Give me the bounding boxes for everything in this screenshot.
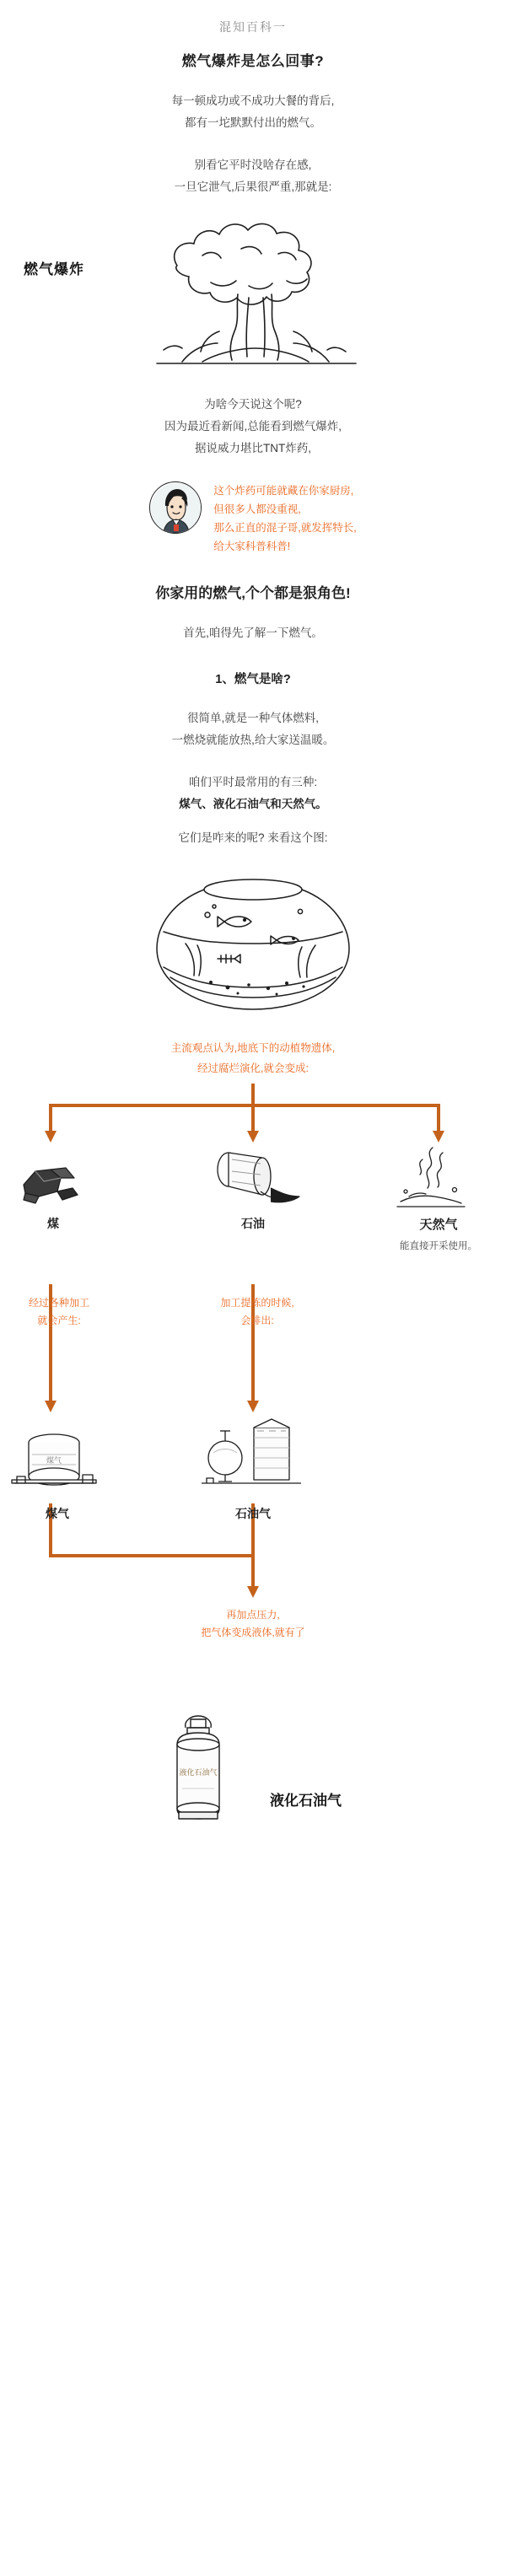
oil-gas-plant-icon	[198, 1414, 304, 1502]
page-title: 燃气爆炸是怎么回事?	[181, 53, 325, 69]
svg-text:煤气: 煤气	[46, 1456, 62, 1465]
section-1-paragraph-1	[0, 707, 506, 751]
lpg-label: 液化石油气	[270, 1793, 342, 1809]
speech-bubble-text	[213, 481, 356, 556]
oil-label: 石油	[241, 1217, 265, 1230]
why-line-2: 因为最近看新闻,总能看到燃气爆炸,	[164, 420, 342, 433]
s1-line-3: 咱们平时最常用的有三种:	[188, 776, 318, 788]
lead-in-paragraph: 首先,咱得先了解一下燃气。	[183, 627, 323, 639]
cartoon-man-avatar-icon	[150, 482, 202, 534]
footer-spacer	[0, 1859, 506, 1880]
gas-vapor-icon	[384, 1143, 476, 1213]
intro-line-2: 都有一坨默默付出的燃气。	[185, 116, 321, 129]
mushroom-cloud-icon	[76, 213, 430, 374]
article-kicker: 混知百科一	[219, 20, 287, 34]
speech-line-2: 但很多人都没重视,	[213, 503, 301, 515]
lpg-cylinder-icon	[152, 1707, 245, 1834]
intro-paragraph-2	[0, 154, 506, 198]
section-1-title: 1、燃气是啥?	[215, 673, 291, 686]
coal-process-line-2: 就会产生:	[37, 1315, 81, 1326]
s1-line-4: 煤气、液化石油气和天然气。	[179, 798, 327, 810]
coal-process-note	[0, 1294, 118, 1330]
author-speech-block	[0, 481, 506, 556]
avatar	[149, 481, 202, 534]
section-1-paragraph-3: 它们是咋来的呢? 来看这个图:	[178, 831, 328, 844]
fishbowl-illustration	[0, 868, 506, 1019]
section-1-paragraph-2	[0, 772, 506, 815]
why-paragraph	[0, 394, 506, 460]
intro-line-4: 一旦它泄气,后果很严重,那就是:	[174, 180, 332, 193]
section-headline: 你家用的燃气,个个都是狠角色!	[155, 585, 351, 601]
s1-line-1: 很简单,就是一种气体燃料,	[186, 712, 319, 724]
oil-process-note	[194, 1294, 320, 1330]
speech-line-3: 那么正直的混子哥,就发挥特长,	[213, 522, 357, 534]
coal-gas-label: 煤气	[46, 1507, 69, 1520]
lpg-icon-wrap	[152, 1707, 245, 1838]
coal-label: 煤	[47, 1217, 59, 1230]
pressure-line-1: 再加点压力,	[226, 1609, 280, 1621]
coal-lump-icon	[7, 1151, 88, 1210]
intro-paragraph-1	[0, 90, 506, 134]
natural-gas-label: 天然气	[419, 1218, 458, 1232]
s1-line-2: 一燃烧就能放热,给大家送温暖。	[171, 734, 335, 746]
why-line-1: 为啥今天说这个呢?	[204, 398, 302, 411]
speech-line-1: 这个炸药可能就藏在你家厨房,	[213, 485, 354, 497]
coal-gas-tank-icon	[7, 1421, 101, 1502]
coal-process-line-1: 经过各种加工	[28, 1297, 89, 1309]
origin-note-line-2: 经过腐烂演化,就会变成:	[197, 1062, 309, 1074]
intro-line-3: 别看它平时没啥存在感,	[194, 159, 312, 171]
pressure-line-2: 把气体变成液体,就有了	[201, 1627, 305, 1638]
svg-text:液化石油气: 液化石油气	[179, 1768, 218, 1777]
pressure-note	[169, 1606, 337, 1642]
explosion-illustration	[0, 213, 506, 374]
oil-gas-label: 石油气	[235, 1507, 271, 1520]
origin-note-line-1: 主流观点认为,地底下的动植物遗体,	[170, 1042, 336, 1054]
natural-gas-note: 能直接开采使用。	[400, 1241, 477, 1251]
oil-barrel-icon	[198, 1149, 306, 1212]
explosion-label: 燃气爆炸	[24, 261, 84, 277]
lpg-illustration	[0, 1707, 506, 1859]
speech-line-4: 给大家科普科普!	[213, 540, 291, 552]
gas-origin-flow-diagram	[0, 1084, 506, 1707]
origin-note	[0, 1038, 506, 1078]
why-line-3: 据说威力堪比TNT炸药,	[195, 442, 311, 454]
oil-process-line-1: 加工提炼的时候,	[220, 1297, 294, 1309]
oil-process-line-2: 会排出:	[240, 1315, 274, 1326]
fishbowl-fossil-icon	[126, 868, 380, 1019]
intro-line-1: 每一顿成功或不成功大餐的背后,	[171, 94, 335, 107]
